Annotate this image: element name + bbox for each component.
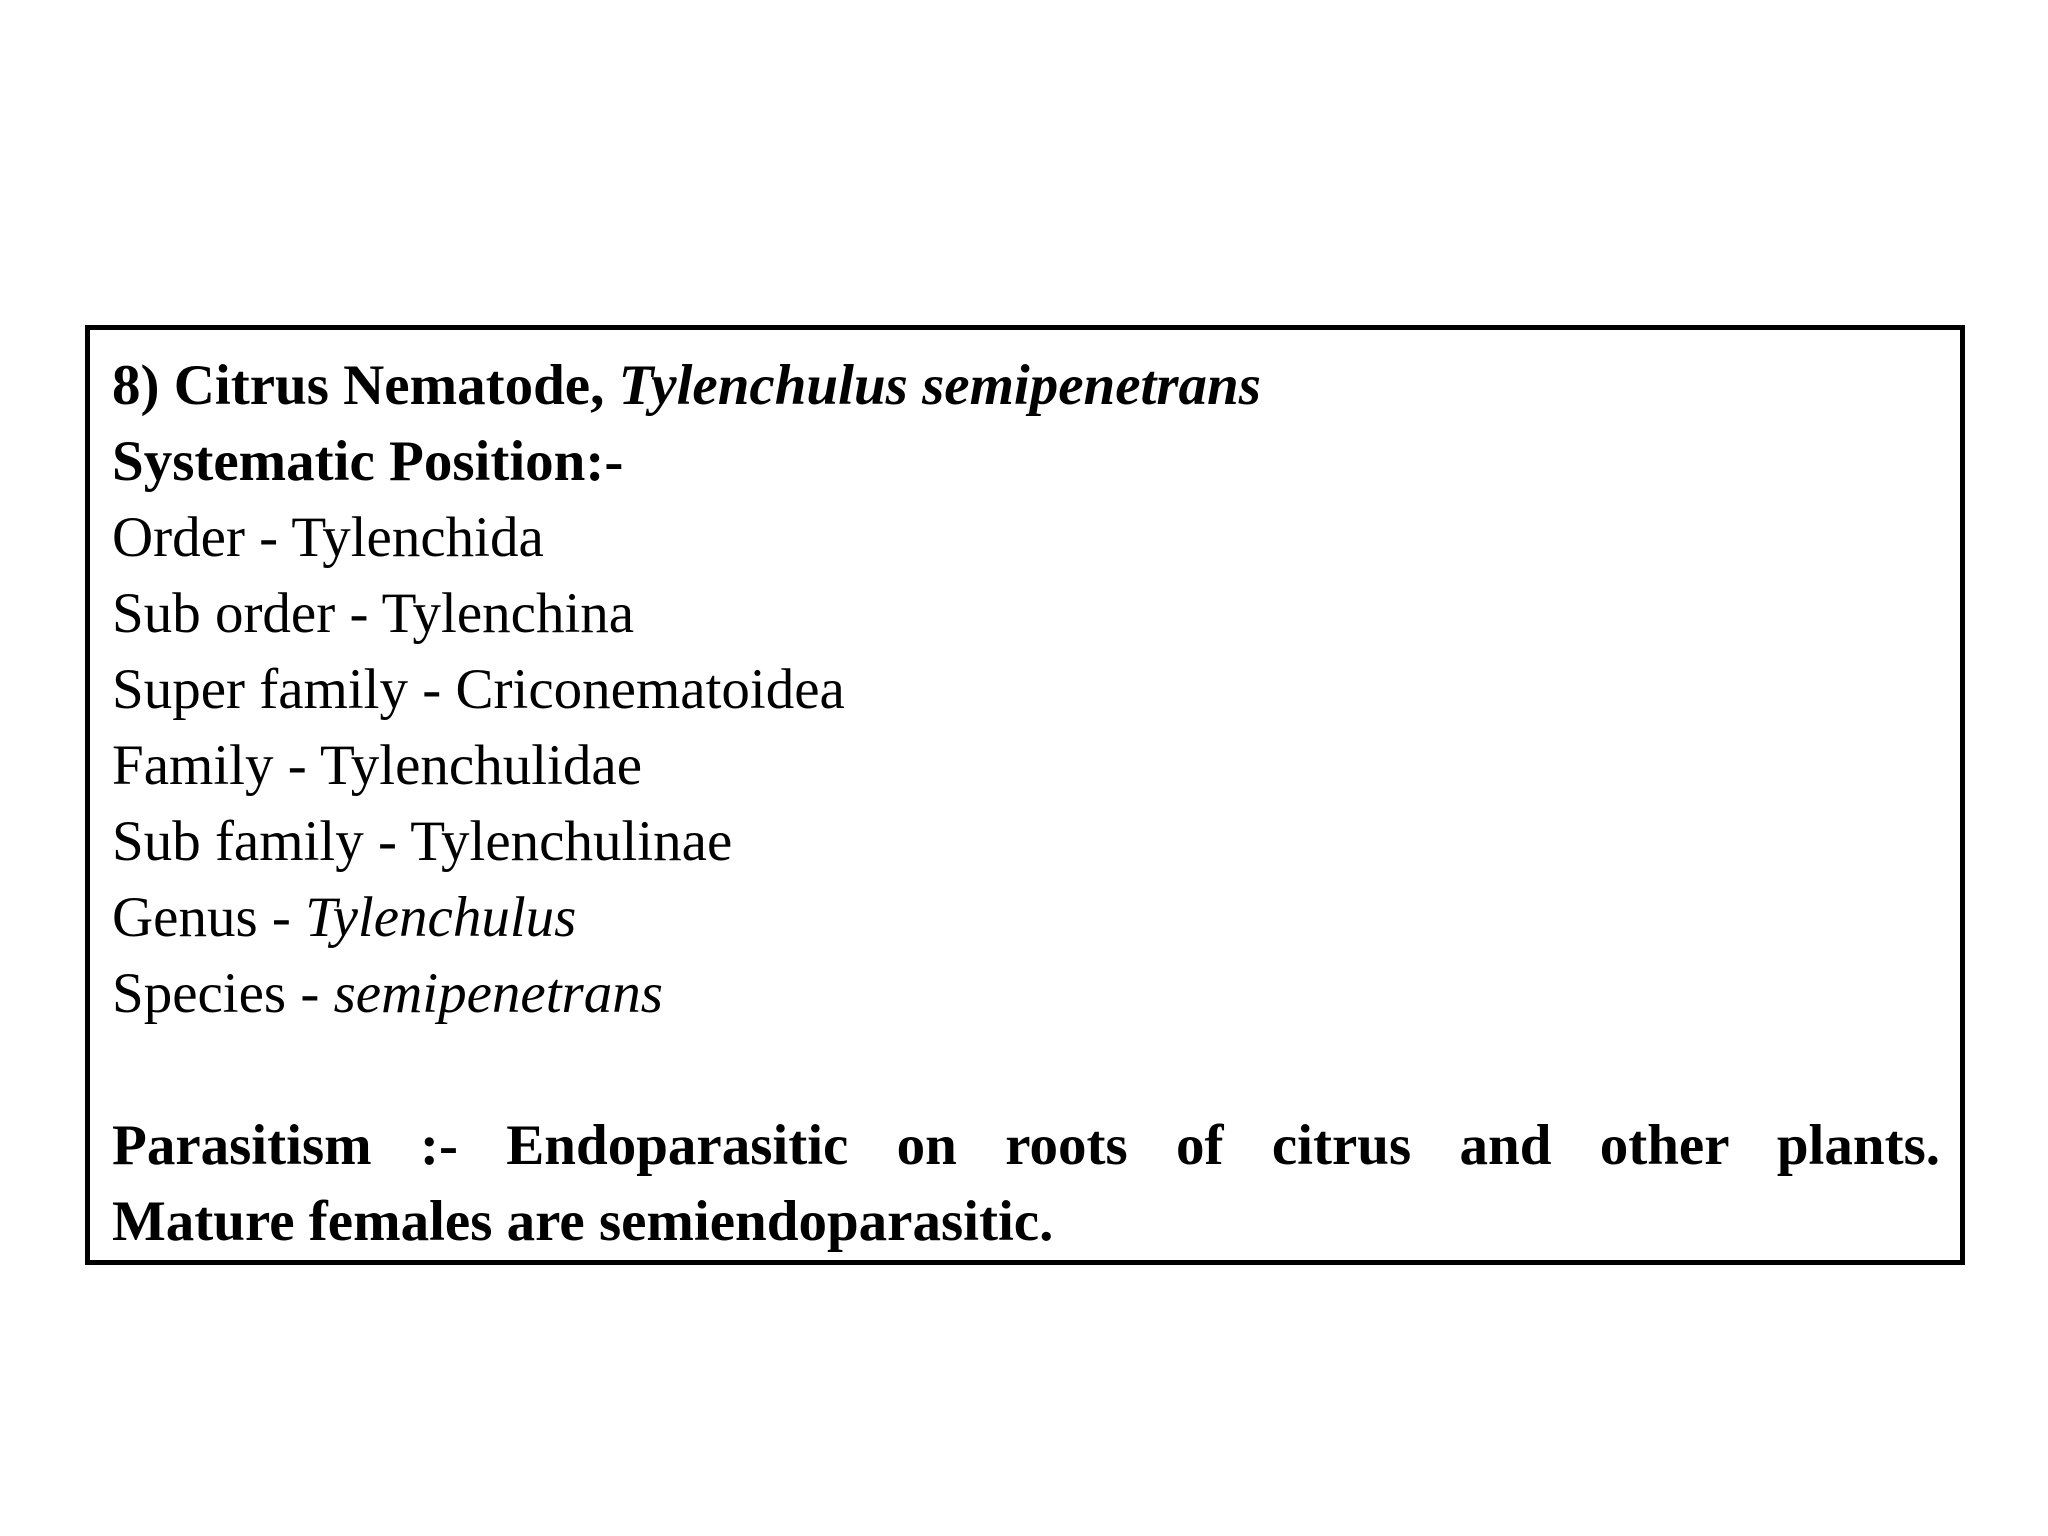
genus-label: Genus - <box>112 886 306 949</box>
heading-title: 8) Citrus Nematode, <box>112 354 605 417</box>
taxonomy-sub-family: Sub family - Tylenchulinae <box>112 810 733 873</box>
taxonomy-order: Order - Tylenchida <box>112 506 544 569</box>
genus-value: Tylenchulus <box>305 886 577 949</box>
species-label: Species - <box>112 962 334 1025</box>
taxonomy-genus <box>112 880 1940 956</box>
parasitism-line-1: Parasitism :- Endoparasitic on roots of citrus and other plants. <box>112 1114 1940 1177</box>
taxonomy-species <box>112 956 1940 1032</box>
parasitism-line-2: Mature females are semiendoparasitic. <box>112 1190 1054 1253</box>
blank-line <box>112 1032 1940 1108</box>
parasitism-paragraph <box>112 1108 1940 1260</box>
content-box <box>85 325 1965 1265</box>
heading-species: Tylenchulus semipenetrans <box>618 354 1261 417</box>
species-value: semipenetrans <box>333 962 663 1025</box>
systematic-position-label: Systematic Position:- <box>112 430 624 493</box>
taxonomy-sub-order: Sub order - Tylenchina <box>112 582 635 645</box>
taxonomy-super-family: Super family - Criconematoidea <box>112 658 845 721</box>
heading <box>112 348 1940 424</box>
taxonomy-family: Family - Tylenchulidae <box>112 734 643 797</box>
